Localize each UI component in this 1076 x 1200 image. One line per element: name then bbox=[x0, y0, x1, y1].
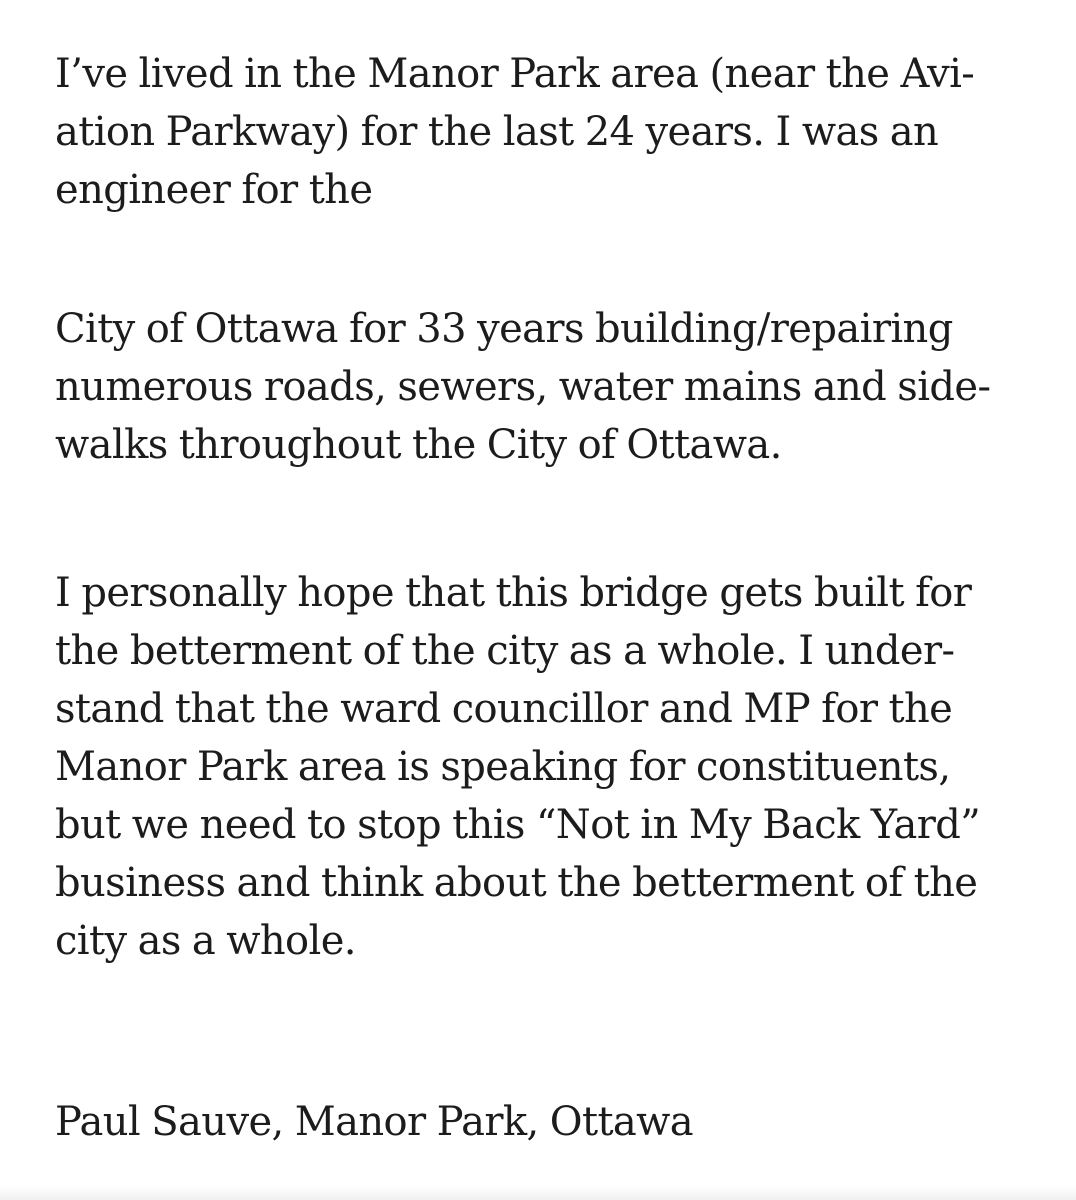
paragraph-line: walks throughout the City of Ottawa. bbox=[55, 422, 782, 468]
paragraph-line: ation Parkway) for the last 24 years. I was an bbox=[55, 109, 939, 155]
paragraph-line: city as a whole. bbox=[55, 918, 356, 964]
bottom-divider bbox=[0, 1186, 1076, 1200]
paragraph-line: the betterment of the city as a whole. I under- bbox=[55, 628, 955, 674]
paragraph-career bbox=[55, 300, 990, 474]
signature-line: Paul Sauve, Manor Park, Ottawa bbox=[55, 1099, 694, 1145]
paragraph-line: but we need to stop this “Not in My Back Yard” bbox=[55, 802, 981, 848]
paragraph-line: engineer for the bbox=[55, 167, 373, 213]
paragraph-line: City of Ottawa for 33 years building/repairing bbox=[55, 306, 953, 352]
paragraph-line: I’ve lived in the Manor Park area (near the Avi- bbox=[55, 51, 975, 97]
paragraph-line: stand that the ward councillor and MP for the bbox=[55, 686, 953, 732]
paragraph-line: business and think about the betterment of the bbox=[55, 860, 978, 906]
paragraph-residence bbox=[55, 45, 974, 219]
paragraph-line: numerous roads, sewers, water mains and side- bbox=[55, 364, 991, 410]
paragraph-opinion bbox=[55, 564, 980, 970]
author-signature bbox=[55, 1093, 693, 1151]
paragraph-line: Manor Park area is speaking for constituents, bbox=[55, 744, 951, 790]
paragraph-line: I personally hope that this bridge gets built for bbox=[55, 570, 972, 616]
